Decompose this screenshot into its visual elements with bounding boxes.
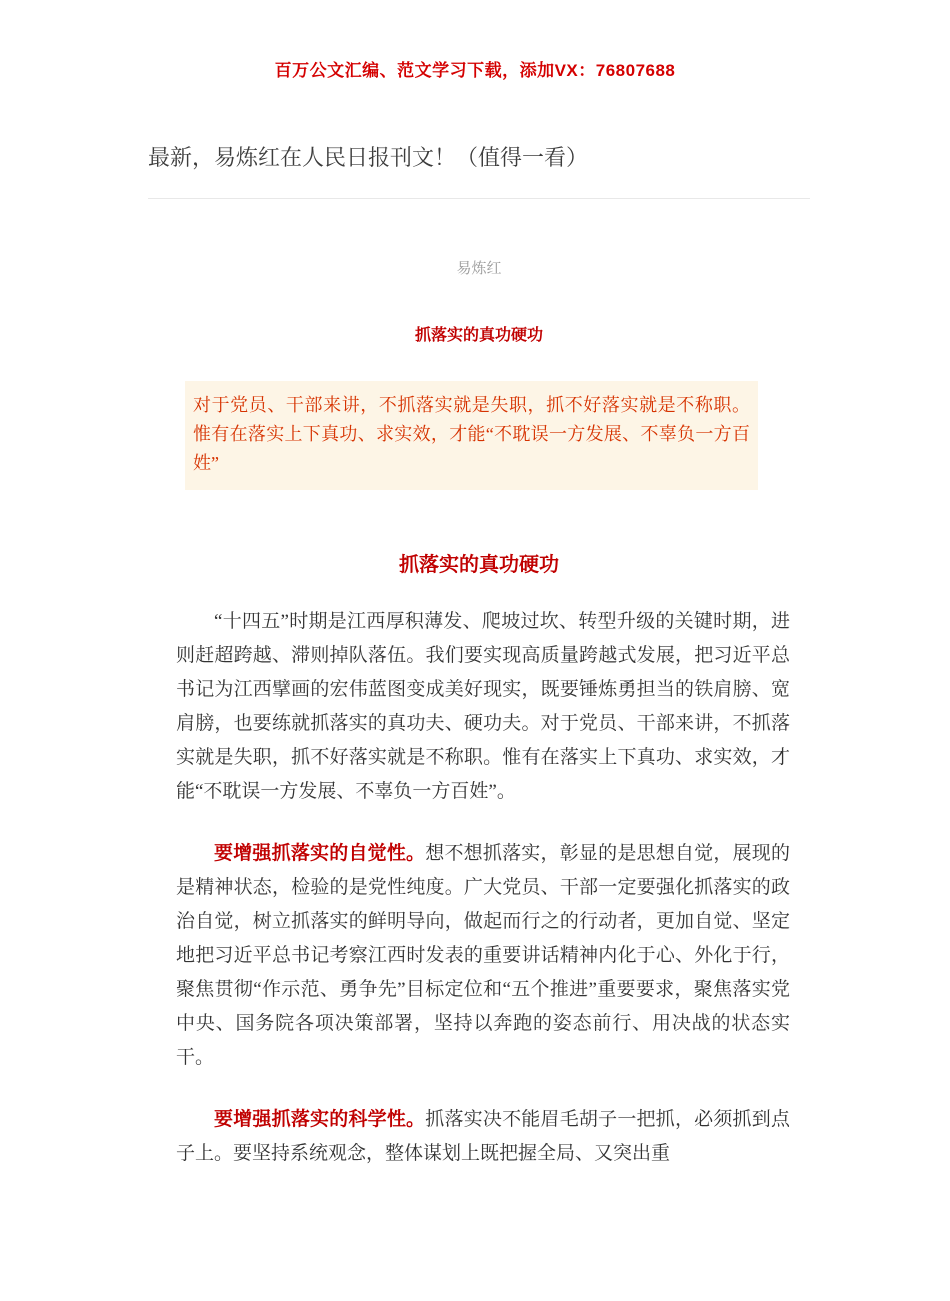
promo-notice: 百万公文汇编、范文学习下载，添加VX：76807688: [274, 61, 676, 80]
section-heading: 抓落实的真功硬功: [399, 553, 559, 576]
paragraph-lead: 要增强抓落实的自觉性。: [214, 842, 426, 864]
article-title: 最新，易炼红在人民日报刊文！（值得一看）: [148, 145, 589, 170]
article: [148, 143, 810, 1301]
bottom-whitespace: [148, 1171, 810, 1301]
article-subtitle: 抓落实的真功硬功: [414, 326, 543, 344]
body-paragraph: [176, 605, 790, 809]
author-name: 易炼红: [456, 259, 502, 277]
body-paragraph: [176, 837, 790, 1075]
highlight-quote: 对于党员、干部来讲，不抓落实就是失职，抓不好落实就是不称职。惟有在落实上下真功、求实效，才能“不耽误一方发展、不辜负一方百姓”: [185, 381, 758, 490]
divider: [148, 198, 810, 199]
paragraph-lead: 要增强抓落实的科学性。: [214, 1108, 426, 1130]
paragraph-text: “十四五”时期是江西厚积薄发、爬坡过坎、转型升级的关键时期，进则赶超跨越、滞则掉队落伍。我们要实现高质量跨越式发展，把习近平总书记为江西擘画的宏伟蓝图变成美好现实，既要锤炼勇担当的铁肩膀、宽肩膀，也要练就抓落实的真功夫、硬功夫。对于党员、干部来讲，不抓落实就是失职，抓不好落实就是不称职。惟有在落实上下真功、求实效，才能“不耽误一方发展、不辜负一方百姓”。: [176, 610, 790, 802]
paragraph-text: 想不想抓落实，彰显的是思想自觉，展现的是精神状态，检验的是党性纯度。广大党员、干部一定要强化抓落实的政治自觉，树立抓落实的鲜明导向，做起而行之的行动者，更加自觉、坚定地把习近平总书记考察江西时发表的重要讲话精神内化于心、外化于行，聚焦贯彻“作示范、勇争先”目标定位和“五个推进”重要要求，聚焦落实党中央、国务院各项决策部署，坚持以奔跑的姿态前行、用决战的状态实干。: [176, 842, 790, 1068]
paragraph-text: 抓落实决不能眉毛胡子一把抓，必须抓到点子上。要坚持系统观念，整体谋划上既把握全局、又突出重: [176, 1108, 790, 1164]
body-paragraph: [176, 1103, 790, 1171]
